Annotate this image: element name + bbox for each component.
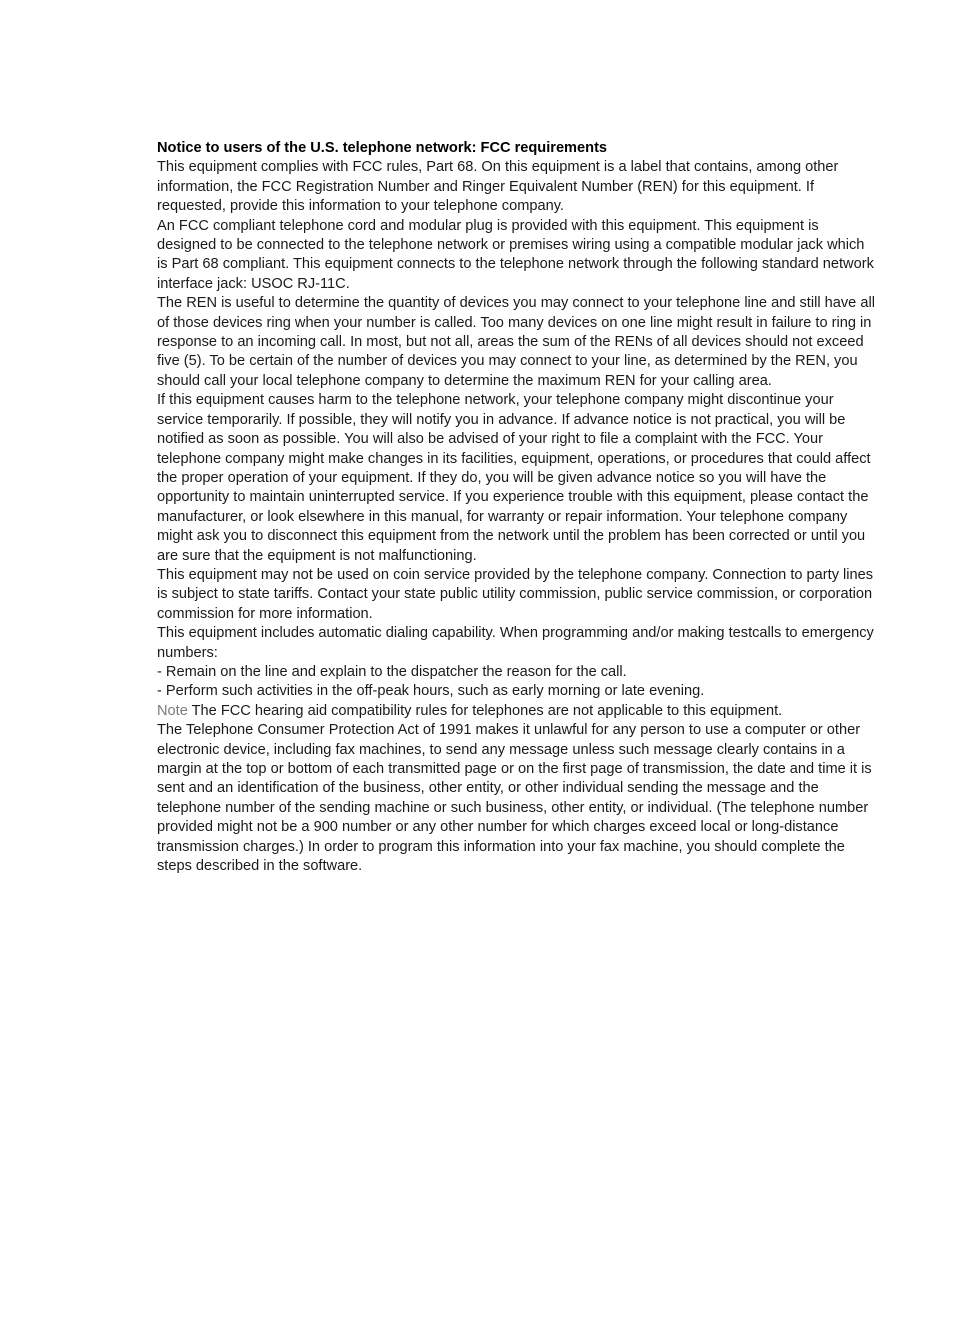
paragraph-coin-service: This equipment may not be used on coin service provided by the telephone company. Connection to party lines is subject to state tariffs. Contact your state public utility commission, public service commission, or corporation commission for more information. (157, 566, 874, 622)
paragraph-network-harm: If this equipment causes harm to the telephone network, your telephone company might discontinue your service temporarily. If possible, they will notify you in advance. If advance notice is not practical, you will be notified as soon as possible. You will also be advised of your right to file a complaint with the FCC. Your telephone company might make changes in its facilities, equipment, operations, or procedures that could affect the proper operation of your equipment. If they do, you will be given advance notice so you will have the opportunity to maintain uninterrupted service. If you experience trouble with this equipment, please contact the manufacturer, or look elsewhere in this manual, for warranty or repair information. Your telephone company might ask you to disconnect this equipment from the network until the problem has been corrected or until you are sure that the equipment is not malfunctioning. (157, 392, 871, 564)
paragraph-automatic-dialing: This equipment includes automatic dialing capability. When programming and/or making testcalls to emergency numbers: (157, 625, 874, 661)
note-text: The FCC hearing aid compatibility rules for telephones are not applicable to this equipment. (187, 702, 783, 719)
note-label: Note (157, 702, 188, 719)
paragraph-telephone-cord: An FCC compliant telephone cord and modular plug is provided with this equipment. This equipment is designed to be connected to the telephone network or premises wiring using a compatible modular jack which is Part 68 compliant. This equipment connects to the telephone network through the following standard network interface jack: USOC RJ-11C. (157, 217, 874, 292)
paragraph-ren: The REN is useful to determine the quantity of devices you may connect to your telephone line and still have all of those devices ring when your number is called. Too many devices on one line might result in failure to ring in response to an incoming call. In most, but not all, areas the sum of the RENs of all devices should not exceed five (5). To be certain of the number of devices you may connect to your line, as determined by the REN, you should call your local telephone company to determine the maximum REN for your calling area. (157, 295, 875, 389)
list-item: - Perform such activities in the off-peak hours, such as early morning or late evening. (157, 683, 705, 700)
paragraph-fcc-part-68: This equipment complies with FCC rules, Part 68. On this equipment is a label that contains, among other information, the FCC Registration Number and Ringer Equivalent Number (REN) for this equipment. If requested, provide this information to your telephone company. (157, 159, 839, 215)
list-item: - Remain on the line and explain to the dispatcher the reason for the call. (157, 663, 627, 680)
document-title: Notice to users of the U.S. telephone network: FCC requirements (157, 140, 608, 156)
document-body (157, 139, 877, 876)
note-paragraph (157, 702, 877, 721)
paragraph-consumer-protection: The Telephone Consumer Protection Act of 1991 makes it unlawful for any person to use a computer or other electronic device, including fax machines, to send any message unless such message clearly contains in a margin at the top or bottom of each transmitted page or on the first page of transmission, the date and time it is sent and an identification of the business, other entity, or other individual sending the message and the telephone number of the sending machine or such business, other entity, or individual. (The telephone number provided might not be a 900 number or any other number for which charges exceed local or long-distance transmission charges.) In order to program this information into your fax machine, you should complete the steps described in the software. (157, 722, 872, 875)
